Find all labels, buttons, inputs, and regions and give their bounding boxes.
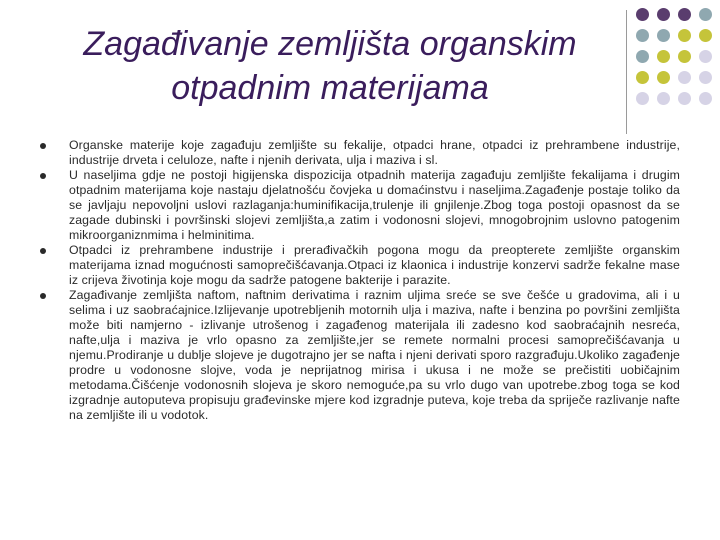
bullet-marker [40,173,46,179]
bullet-list [40,138,680,423]
decorative-dot [678,29,691,42]
decorative-dot [657,29,670,42]
bullet-text: Organske materije koje zagađuju zemljište su fekalije, otpadci hrane, otpadci iz prehrambene industrije, industrije drveta i celuloze, nafte i njenih derivata, ulja i maziva i sl. [69,138,680,167]
slide-title [40,22,620,110]
bullet-item-4 [40,288,680,423]
slide-title-line-1: Zagađivanje zemljišta organskim [83,25,577,63]
slide-title-line-2: otpadnim materijama [171,69,489,107]
bullet-item-2 [40,168,680,243]
decorative-dot [657,71,670,84]
decorative-dot [678,71,691,84]
decorative-dot [699,92,712,105]
bullet-marker [40,143,46,149]
decorative-dot [636,71,649,84]
bullet-text: Otpadci iz prehrambene industrije i prerađivačkih pogona mogu da preopterete zemljište organskim materijama iznad mogućnosti samoprečišćavanja.Otpaci iz klaonica i industrije konzervi sadrže fekalne mase iz crijeva životinja koje mogu da sadrže patogene bakterije i parazite. [69,243,680,287]
decorative-dot [657,50,670,63]
decorative-dot [699,29,712,42]
decorative-dot [636,8,649,21]
decorative-divider [626,10,627,134]
bullet-item-3 [40,243,680,288]
decorative-dot [699,50,712,63]
bullet-text: Zagađivanje zemljišta naftom, naftnim derivatima i raznim uljima sreće se sve češće u gradovima, ali i u selima i uz saobraćajnice.Izlijevanje upotrebljenih motornih ulja i maziva, nafte i benzina po površini zemljišta može biti namjerno - izlivanje utrošenog i zagađenog materijala ili zadesno kod saobraćajnih nesreća, nafte,ulja i maziva je vrlo opasno za zemljište,jer se remete normalni procesi samoprečišćavanja u njemu.Prodiranje u dublje slojeve je dugotrajno jer se nafta i njeni derivati sporo razgrađuju.Ukoliko zagađenje prodre u vodonosne slojve, voda je neprijatnog mirisa i ukusa i ne može se prečistiti uobičajnim metodama.Čišćenje vodonosnih slojeva je skoro nemoguće,pa su vrlo dugo van upotrebe.zbog toga se kod izgradnje autoputeva propisuju građevinske mjere kod izgradnje puteva, koje treba da spriječe razlivanje nafte na zemljište ili u vodotok. [69,288,680,422]
decorative-dot [657,92,670,105]
decorative-dot [636,92,649,105]
decorative-dot [678,50,691,63]
decorative-dot-grid [636,8,720,134]
bullet-text: U naseljima gdje ne postoji higijenska dispozicija otpadnih materija zagađuju zemljište fekalijama i drugim otpadnim materijama koje nastaju djelatnošću čovjeka u domaćinstvu i naseljima.Zagađenje postaje toliko da se javljaju nepovoljni uslovi razlaganja:huminifikacija,trulenje ili gnjilenje.Zbog toga postoji opasnost da se zagade dubinski i površinski slojevi zemljišta,a zatim i vodonosni slojevi, mnogobrojnim uslovno patogenim mikroorganiznmima i helminitima. [69,168,680,242]
decorative-dot [678,8,691,21]
decorative-dot [636,50,649,63]
decorative-dot [636,29,649,42]
bullet-item-1 [40,138,680,168]
bullet-marker [40,248,46,254]
decorative-dot [699,8,712,21]
decorative-dot [657,8,670,21]
decorative-dot [699,71,712,84]
decorative-dot [678,92,691,105]
bullet-marker [40,293,46,299]
